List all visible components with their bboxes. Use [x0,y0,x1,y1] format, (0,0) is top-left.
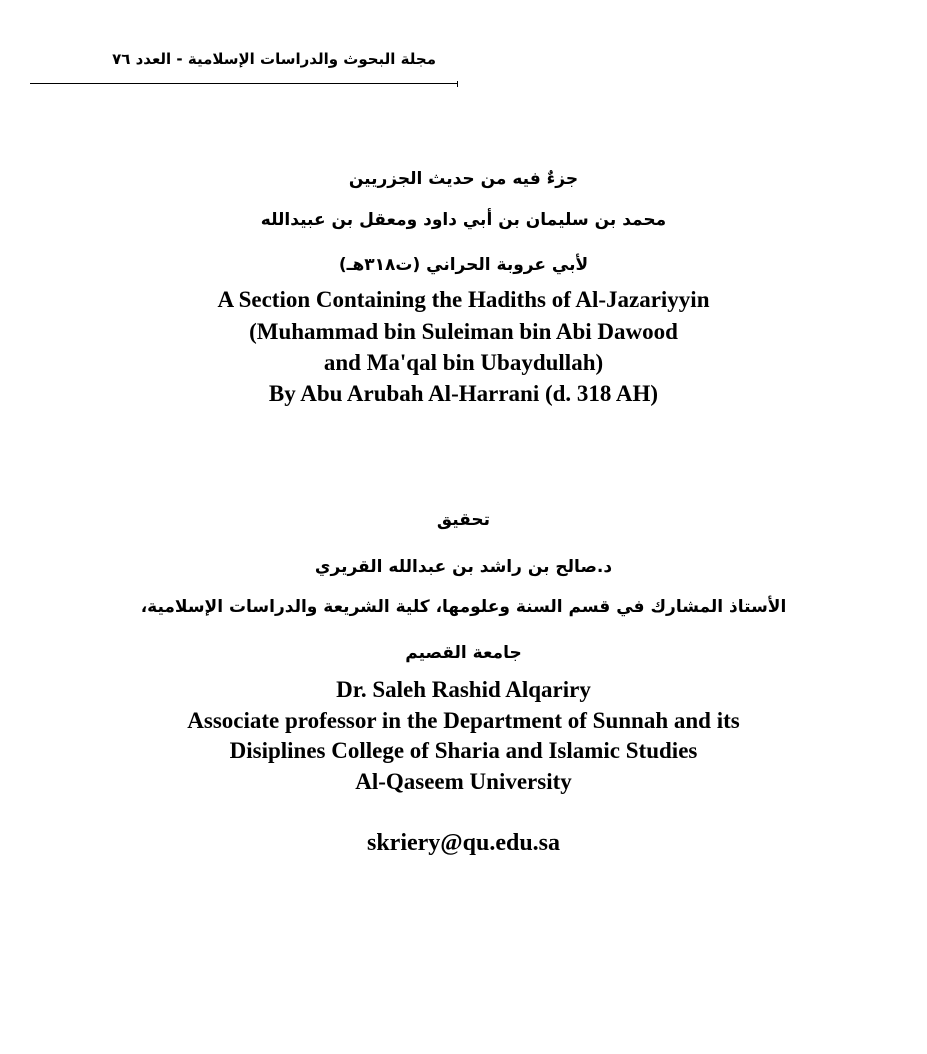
journal-header-text: مجلة البحوث والدراسات الإسلامية - العدد ٧٦ [112,50,436,68]
arabic-title-line-2: محمد بن سليمان بن أبي داود ومعقل بن عبيدالله [260,210,667,230]
editor-position-english-line-1: Associate professor in the Department of Sunnah and its [187,708,740,733]
header-rule-tick [457,81,459,87]
arabic-title-line-1: جزءٌ فيه من حديث الجزريين [348,169,579,189]
arabic-title-line-3: لأبي عروبة الحراني (ت٣١٨هـ) [338,255,589,275]
english-title-line-4: By Abu Arubah Al-Harrani (d. 318 AH) [268,381,659,406]
editor-name-arabic: د.صالح بن راشد بن عبدالله القريري [314,557,613,577]
english-title-line-3: and Ma'qal bin Ubaydullah) [323,350,604,375]
editor-label: تحقيق [436,510,491,530]
editor-name-english: Dr. Saleh Rashid Alqariry [336,677,591,702]
journal-header [30,50,458,86]
editor-position-arabic: الأستاذ المشارك في قسم السنة وعلومها، كلية الشريعة والدراسات الإسلامية، [140,597,787,617]
editor-university-english: Al-Qaseem University [355,769,572,794]
english-title-line-2: (Muhammad bin Suleiman bin Abi Dawood [249,319,678,344]
english-title-line-1: A Section Containing the Hadiths of Al-Jazariyyin [217,287,710,312]
header-rule [30,83,458,84]
editor-email: skriery@qu.edu.sa [366,830,561,856]
editor-university-arabic: جامعة القصيم [405,643,522,663]
editor-position-english-line-2: Disiplines College of Sharia and Islamic Studies [229,738,698,763]
